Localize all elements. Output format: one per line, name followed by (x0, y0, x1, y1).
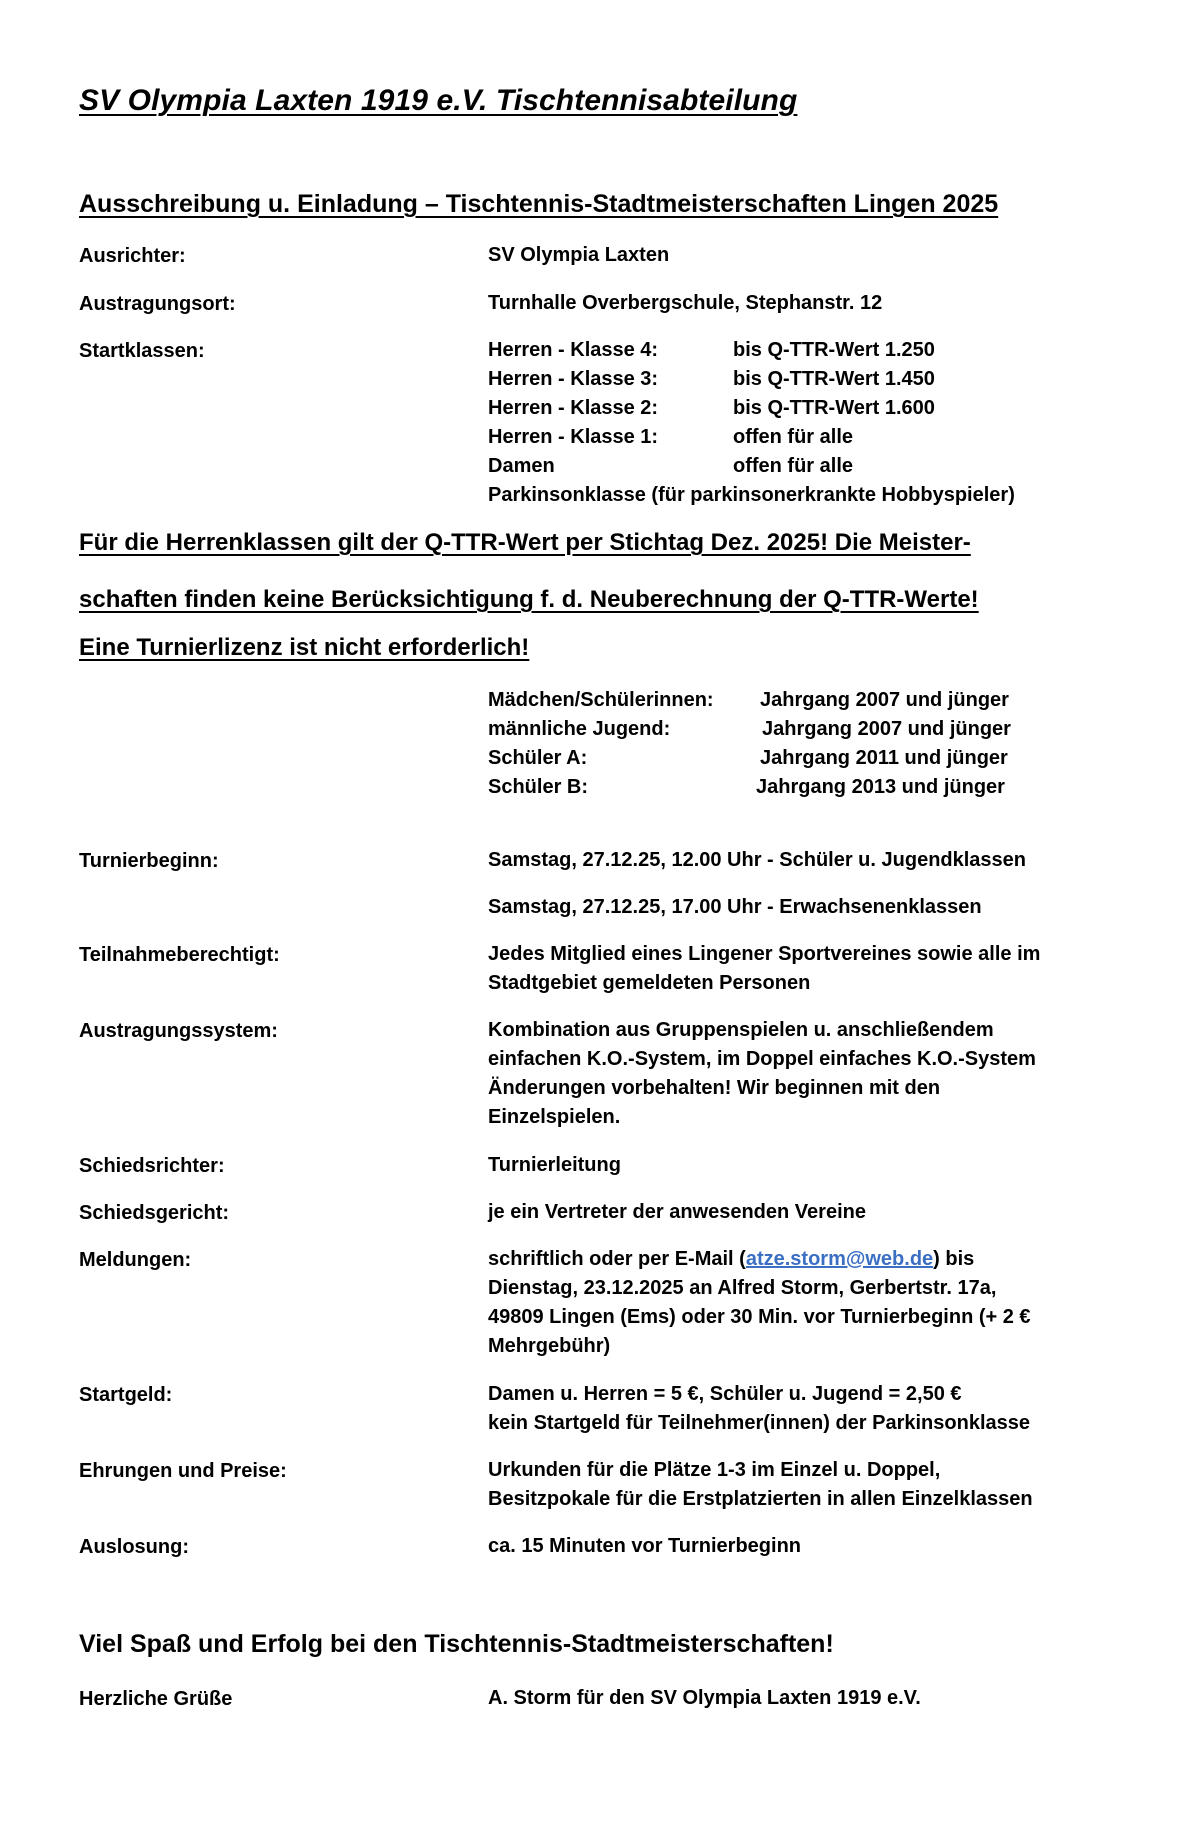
class-name: Herren - Klasse 4: (488, 339, 659, 361)
system-value (488, 1016, 1036, 1132)
meldungen-line (488, 1245, 1031, 1274)
startgeld-label: Startgeld: (79, 1384, 173, 1406)
closing-wish: Viel Spaß und Erfolg bei den Tischtennis-Stadtmeisterschaften! (79, 1630, 834, 1658)
system-line: Änderungen vorbehalten! Wir beginnen mit den (488, 1077, 941, 1099)
system-line: Kombination aus Gruppenspielen u. anschließendem (488, 1019, 994, 1041)
class-name: Herren - Klasse 3: (488, 368, 659, 390)
class-rule: bis Q-TTR-Wert 1.450 (733, 368, 935, 390)
schiedsgericht-value: je ein Vertreter der anwesenden Vereine (488, 1201, 866, 1223)
meldungen-text: ) bis (933, 1248, 975, 1270)
ausrichter-label: Ausrichter: (79, 245, 186, 267)
meldungen-label: Meldungen: (79, 1249, 192, 1271)
system-label: Austragungssystem: (79, 1020, 278, 1042)
startgeld-value (488, 1380, 1030, 1438)
youth-class-name: Schüler B: (488, 776, 589, 798)
schiedsrichter-value: Turnierleitung (488, 1154, 621, 1176)
notice-line-1: Für die Herrenklassen gilt der Q-TTR-Wert per Stichtag Dez. 2025! Die Meister- (79, 529, 971, 556)
club-title: SV Olympia Laxten 1919 e.V. Tischtennisabteilung (79, 84, 798, 117)
auslosung-label: Auslosung: (79, 1536, 189, 1558)
auslosung-value: ca. 15 Minuten vor Turnierbeginn (488, 1535, 802, 1557)
turnierbeginn-adults: Samstag, 27.12.25, 17.00 Uhr - Erwachsenenklassen (488, 896, 982, 918)
signature: A. Storm für den SV Olympia Laxten 1919 e.V. (488, 1687, 921, 1709)
class-rule: offen für alle (733, 426, 854, 448)
youth-class-name: Schüler A: (488, 747, 588, 769)
meldungen-value (488, 1245, 1031, 1361)
meldungen-line: 49809 Lingen (Ems) oder 30 Min. vor Turnierbeginn (+ 2 € (488, 1306, 1031, 1328)
ehrungen-label: Ehrungen und Preise: (79, 1460, 287, 1482)
class-name: Damen (488, 455, 555, 477)
startgeld-line: Damen u. Herren = 5 €, Schüler u. Jugend = 2,50 € (488, 1383, 962, 1405)
class-rule: bis Q-TTR-Wert 1.600 (733, 397, 935, 419)
teilnahme-label: Teilnahmeberechtigt: (79, 944, 280, 966)
notice-line-3: Eine Turnierlizenz ist nicht erforderlich! (79, 634, 530, 661)
parkinson-class: Parkinsonklasse (für parkinsonerkrankte Hobbyspieler) (488, 484, 1015, 506)
notice-line-2: schaften finden keine Berücksichtigung f. d. Neuberechnung der Q-TTR-Werte! (79, 586, 979, 613)
teilnahme-value (488, 940, 1040, 998)
schiedsrichter-label: Schiedsrichter: (79, 1155, 225, 1177)
ehrungen-value (488, 1456, 1033, 1514)
startklassen-rules (733, 336, 935, 481)
teilnahme-line: Stadtgebiet gemeldeten Personen (488, 972, 811, 994)
meldungen-line: Mehrgebühr) (488, 1335, 611, 1357)
schiedsgericht-label: Schiedsgericht: (79, 1202, 230, 1224)
youth-class-rule: Jahrgang 2007 und jünger (762, 718, 1011, 740)
class-name: Herren - Klasse 1: (488, 426, 659, 448)
youth-class-name: Mädchen/Schülerinnen: (488, 689, 714, 711)
youth-names (488, 686, 714, 802)
system-line: Einzelspielen. (488, 1106, 621, 1128)
class-rule: offen für alle (733, 455, 854, 477)
class-rule: bis Q-TTR-Wert 1.250 (733, 339, 935, 361)
youth-rules (756, 686, 1011, 802)
ausrichter-value: SV Olympia Laxten (488, 244, 670, 266)
youth-class-rule: Jahrgang 2007 und jünger (760, 689, 1009, 711)
startgeld-line: kein Startgeld für Teilnehmer(innen) der Parkinsonklasse (488, 1412, 1031, 1434)
meldungen-line: Dienstag, 23.12.2025 an Alfred Storm, Gerbertstr. 17a, (488, 1277, 997, 1299)
youth-class-rule: Jahrgang 2013 und jünger (756, 776, 1005, 798)
meldungen-text: schriftlich oder per E-Mail ( (488, 1248, 746, 1270)
email-link[interactable]: atze.storm@web.de (745, 1248, 934, 1270)
turnierbeginn-youth: Samstag, 27.12.25, 12.00 Uhr - Schüler u. Jugendklassen (488, 849, 1027, 871)
system-line: einfachen K.O.-System, im Doppel einfaches K.O.-System (488, 1048, 1036, 1070)
class-name: Herren - Klasse 2: (488, 397, 659, 419)
austragungsort-label: Austragungsort: (79, 293, 236, 315)
turnierbeginn-label: Turnierbeginn: (79, 850, 219, 872)
youth-class-name: männliche Jugend: (488, 718, 671, 740)
teilnahme-line: Jedes Mitglied eines Lingener Sportvereines sowie alle im (488, 943, 1041, 965)
ehrungen-line: Besitzpokale für die Erstplatzierten in allen Einzelklassen (488, 1488, 1033, 1510)
ehrungen-line: Urkunden für die Plätze 1-3 im Einzel u. Doppel, (488, 1459, 941, 1481)
document-subtitle: Ausschreibung u. Einladung – Tischtennis-Stadtmeisterschaften Lingen 2025 (79, 190, 999, 218)
startklassen-label: Startklassen: (79, 340, 205, 362)
youth-class-rule: Jahrgang 2011 und jünger (760, 747, 1008, 769)
austragungsort-value: Turnhalle Overbergschule, Stephanstr. 12 (488, 292, 883, 314)
greeting: Herzliche Grüße (79, 1688, 233, 1710)
